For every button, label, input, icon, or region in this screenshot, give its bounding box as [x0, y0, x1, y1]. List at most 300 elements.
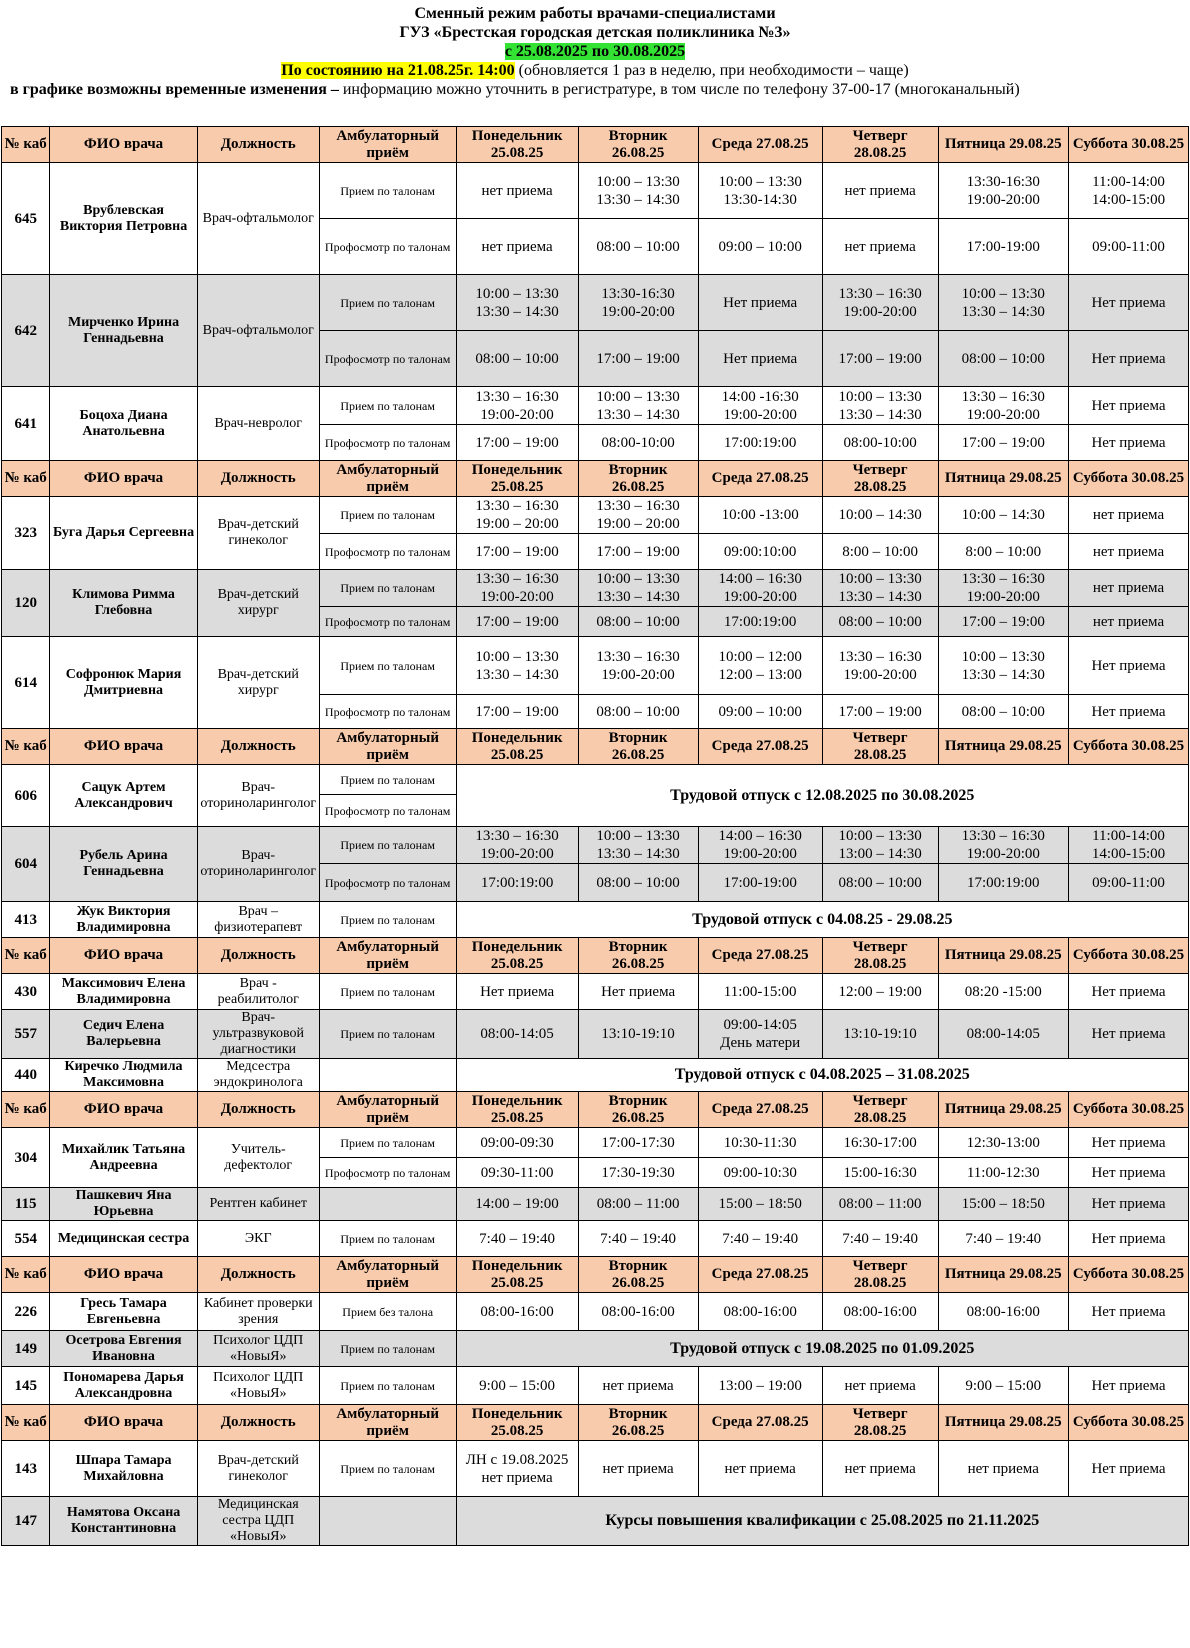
schedule-cell: 15:00 – 18:50 [698, 1188, 822, 1221]
schedule-cell: Нет приема [1068, 695, 1188, 729]
schedule-cell: 08:00-16:00 [456, 1293, 578, 1331]
col-header-day: Среда 27.08.25 [698, 461, 822, 497]
schedule-cell: 11:00-14:00 14:00-15:00 [1068, 163, 1188, 219]
doctor-position: Врач-детский хирург [197, 570, 319, 637]
schedule-cell: Нет приема [698, 275, 822, 331]
col-header-day: Среда 27.08.25 [698, 1257, 822, 1293]
table-row [2, 1188, 1189, 1221]
appointment-type: Профосмотр по талонам [319, 534, 456, 570]
appointment-type: Прием по талонам [319, 1441, 456, 1497]
schedule-cell: 8:00 – 10:00 [822, 534, 938, 570]
schedule-cell: 17:00-19:00 [938, 219, 1068, 275]
doctor-name: Врублевская Виктория Петровна [50, 163, 197, 275]
col-header-day: Суббота 30.08.25 [1068, 127, 1188, 163]
schedule-cell: 08:00 – 10:00 [938, 695, 1068, 729]
doctor-name: Пономарева Дарья Александровна [50, 1367, 197, 1405]
schedule-cell: Нет приема [1068, 637, 1188, 695]
col-header-day: Среда 27.08.25 [698, 938, 822, 974]
table-row [2, 637, 1189, 695]
col-header-ambulatory: Амбулаторный приём [319, 1092, 456, 1128]
schedule-cell: нет приема [1068, 570, 1188, 607]
appointment-type: Прием по талонам [319, 1331, 456, 1367]
col-header-ambulatory: Амбулаторный приём [319, 938, 456, 974]
schedule-cell: 08:00-16:00 [578, 1293, 698, 1331]
schedule-cell: 10:00 – 13:30 13:30 – 14:30 [578, 827, 698, 864]
schedule-cell: 9:00 – 15:00 [938, 1367, 1068, 1405]
col-header-ambulatory: Амбулаторный приём [319, 127, 456, 163]
col-header-day: Понедельник 25.08.25 [456, 1092, 578, 1128]
col-header-day: Понедельник 25.08.25 [456, 1257, 578, 1293]
col-header-day: Четверг 28.08.25 [822, 1092, 938, 1128]
col-header-ambulatory: Амбулаторный приём [319, 729, 456, 765]
col-header-kab: № каб [2, 461, 50, 497]
appointment-type [319, 1188, 456, 1221]
schedule-cell: Нет приема [1068, 425, 1188, 461]
table-row [2, 163, 1189, 219]
col-header-day: Вторник 26.08.25 [578, 1405, 698, 1441]
col-header-day: Суббота 30.08.25 [1068, 1092, 1188, 1128]
schedule-cell: Нет приема [1068, 1128, 1188, 1158]
col-header-day: Среда 27.08.25 [698, 1092, 822, 1128]
schedule-cell: 09:00 – 10:00 [698, 695, 822, 729]
doctor-name: Рубель Арина Геннадьевна [50, 827, 197, 902]
schedule-table [1, 126, 1189, 1546]
doctor-position: Учитель-дефектолог [197, 1128, 319, 1188]
col-header-day: Суббота 30.08.25 [1068, 729, 1188, 765]
doctor-position: Психолог ЦДП «НовыЯ» [197, 1331, 319, 1367]
col-header-ambulatory: Амбулаторный приём [319, 461, 456, 497]
doctor-position: Врач-оториноларинголог [197, 765, 319, 827]
col-header-day: Пятница 29.08.25 [938, 729, 1068, 765]
doctor-position: Рентген кабинет [197, 1188, 319, 1221]
schedule-cell: 13:30 – 16:30 19:00-20:00 [938, 570, 1068, 607]
schedule-cell: 11:00-15:00 [698, 974, 822, 1010]
table-row [2, 275, 1189, 331]
column-header-row [2, 938, 1189, 974]
col-header-position: Должность [197, 461, 319, 497]
cabinet-number: 120 [2, 570, 50, 637]
col-header-fio: ФИО врача [50, 1092, 197, 1128]
table-row [2, 1059, 1189, 1092]
schedule-cell: Нет приема [1068, 1441, 1188, 1497]
appointment-type: Прием по талонам [319, 163, 456, 219]
schedule-cell: 17:00 – 19:00 [938, 425, 1068, 461]
schedule-cell: 09:00-11:00 [1068, 219, 1188, 275]
column-header-row [2, 1092, 1189, 1128]
table-row [2, 765, 1189, 795]
doctor-position: Психолог ЦДП «НовыЯ» [197, 1367, 319, 1405]
schedule-cell: 17:30-19:30 [578, 1158, 698, 1188]
appointment-type [319, 1059, 456, 1092]
col-header-day: Пятница 29.08.25 [938, 1092, 1068, 1128]
appointment-type: Прием по талонам [319, 902, 456, 938]
col-header-position: Должность [197, 1405, 319, 1441]
schedule-cell: 7:40 – 19:40 [938, 1221, 1068, 1257]
schedule-cell: 10:00 – 13:30 13:00 – 14:30 [822, 827, 938, 864]
title-line-1: Сменный режим работы врачами-специалистами [414, 5, 776, 22]
schedule-cell: 10:00 – 13:30 13:30 – 14:30 [578, 570, 698, 607]
leave-notice: Трудовой отпуск с 12.08.2025 по 30.08.2025 [456, 765, 1188, 827]
cabinet-number: 642 [2, 275, 50, 387]
schedule-cell: 17:00-19:00 [698, 864, 822, 902]
appointment-type: Прием по талонам [319, 1010, 456, 1059]
column-header-row [2, 461, 1189, 497]
col-header-position: Должность [197, 127, 319, 163]
col-header-position: Должность [197, 729, 319, 765]
schedule-cell: 9:00 – 15:00 [456, 1367, 578, 1405]
appointment-type: Прием по талонам [319, 765, 456, 795]
cabinet-number: 323 [2, 497, 50, 570]
schedule-cell: 14:00 – 16:30 19:00-20:00 [698, 827, 822, 864]
schedule-cell: 08:00-16:00 [938, 1293, 1068, 1331]
appointment-type: Профосмотр по талонам [319, 795, 456, 827]
schedule-cell: 08:00-14:05 [456, 1010, 578, 1059]
schedule-cell: 10:00 – 13:30 13:30 – 14:30 [822, 387, 938, 425]
schedule-cell: 13:30 – 16:30 19:00 – 20:00 [456, 497, 578, 534]
schedule-cell: нет приема [822, 1367, 938, 1405]
col-header-day: Понедельник 25.08.25 [456, 729, 578, 765]
col-header-fio: ФИО врача [50, 1257, 197, 1293]
col-header-position: Должность [197, 938, 319, 974]
cabinet-number: 304 [2, 1128, 50, 1188]
doctor-name: Медицинская сестра [50, 1221, 197, 1257]
schedule-cell: 08:00 – 10:00 [578, 864, 698, 902]
appointment-type: Прием по талонам [319, 387, 456, 425]
schedule-cell: 09:30-11:00 [456, 1158, 578, 1188]
schedule-cell: Нет приема [456, 974, 578, 1010]
schedule-cell: 13:30 – 16:30 19:00-20:00 [456, 827, 578, 864]
schedule-cell: 13:30 – 16:30 19:00 – 20:00 [578, 497, 698, 534]
schedule-cell: 15:00-16:30 [822, 1158, 938, 1188]
schedule-cell: нет приема [456, 163, 578, 219]
schedule-cell: 10:00 – 13:30 13:30 – 14:30 [456, 275, 578, 331]
col-header-day: Пятница 29.08.25 [938, 1257, 1068, 1293]
schedule-cell: 08:00 – 11:00 [822, 1188, 938, 1221]
leave-notice: Трудовой отпуск с 19.08.2025 по 01.09.2025 [456, 1331, 1188, 1367]
schedule-cell: 08:00-10:00 [822, 425, 938, 461]
schedule-cell: 7:40 – 19:40 [456, 1221, 578, 1257]
cabinet-number: 606 [2, 765, 50, 827]
doctor-name: Пашкевич Яна Юрьевна [50, 1188, 197, 1221]
schedule-cell: 17:00-17:30 [578, 1128, 698, 1158]
table-row [2, 497, 1189, 534]
doctor-name: Боцоха Диана Анатольевна [50, 387, 197, 461]
schedule-cell: Нет приема [698, 331, 822, 387]
appointment-type: Прием по талонам [319, 1367, 456, 1405]
col-header-position: Должность [197, 1092, 319, 1128]
schedule-cell: 17:00:19:00 [456, 864, 578, 902]
col-header-day: Среда 27.08.25 [698, 729, 822, 765]
schedule-cell: 13:30 – 16:30 19:00-20:00 [456, 387, 578, 425]
cabinet-number: 557 [2, 1010, 50, 1059]
schedule-cell: 17:00 – 19:00 [456, 695, 578, 729]
col-header-day: Вторник 26.08.25 [578, 127, 698, 163]
col-header-day: Понедельник 25.08.25 [456, 127, 578, 163]
cabinet-number: 149 [2, 1331, 50, 1367]
schedule-cell: 17:00 – 19:00 [456, 425, 578, 461]
schedule-cell: 13:30 – 16:30 19:00-20:00 [938, 387, 1068, 425]
doctor-name: Осетрова Евгения Ивановна [50, 1331, 197, 1367]
col-header-day: Среда 27.08.25 [698, 127, 822, 163]
schedule-cell: 09:00-10:30 [698, 1158, 822, 1188]
col-header-kab: № каб [2, 127, 50, 163]
schedule-cell: 08:00 – 10:00 [938, 331, 1068, 387]
doctor-name: Гресь Тамара Евгеньевна [50, 1293, 197, 1331]
schedule-cell: 13:30 – 16:30 19:00-20:00 [456, 570, 578, 607]
schedule-cell: 08:00-16:00 [698, 1293, 822, 1331]
schedule-cell: 08:00-10:00 [578, 425, 698, 461]
appointment-type: Прием без талона [319, 1293, 456, 1331]
doctor-position: Врач-офтальмолог [197, 163, 319, 275]
col-header-day: Суббота 30.08.25 [1068, 461, 1188, 497]
schedule-cell: 17:00 – 19:00 [938, 607, 1068, 637]
schedule-cell: нет приема [938, 1441, 1068, 1497]
schedule-cell: Нет приема [1068, 331, 1188, 387]
col-header-day: Суббота 30.08.25 [1068, 938, 1188, 974]
table-row [2, 827, 1189, 864]
leave-notice: Трудовой отпуск с 04.08.25 - 29.08.25 [456, 902, 1188, 938]
col-header-kab: № каб [2, 729, 50, 765]
column-header-row [2, 729, 1189, 765]
doctor-name: Михайлик Татьяна Андреевна [50, 1128, 197, 1188]
table-row [2, 1221, 1189, 1257]
doctor-position: Врач-оториноларинголог [197, 827, 319, 902]
schedule-cell: 13:30 – 16:30 19:00-20:00 [938, 827, 1068, 864]
table-row [2, 1441, 1189, 1497]
schedule-cell: 13:30-16:30 19:00-20:00 [938, 163, 1068, 219]
schedule-cell: 08:00 – 10:00 [822, 864, 938, 902]
schedule-cell: 08:00 – 10:00 [822, 607, 938, 637]
col-header-kab: № каб [2, 938, 50, 974]
doctor-position: Врач – физиотерапевт [197, 902, 319, 938]
schedule-cell: нет приема [822, 163, 938, 219]
schedule-cell: 09:00:10:00 [698, 534, 822, 570]
schedule-cell: нет приема [698, 1441, 822, 1497]
schedule-cell: 13:10-19:10 [822, 1010, 938, 1059]
schedule-cell: 7:40 – 19:40 [822, 1221, 938, 1257]
col-header-day: Пятница 29.08.25 [938, 461, 1068, 497]
col-header-day: Четверг 28.08.25 [822, 729, 938, 765]
table-row [2, 1293, 1189, 1331]
schedule-cell: 11:00-12:30 [938, 1158, 1068, 1188]
period-label: с 25.08.2025 по 30.08.2025 [504, 43, 686, 60]
schedule-cell: Нет приема [578, 974, 698, 1010]
schedule-cell: 08:00-14:05 [938, 1010, 1068, 1059]
table-row [2, 1497, 1189, 1546]
doctor-position: Врач-детский гинеколог [197, 497, 319, 570]
cabinet-number: 147 [2, 1497, 50, 1546]
schedule-cell: 09:00 – 10:00 [698, 219, 822, 275]
schedule-cell: 10:30-11:30 [698, 1128, 822, 1158]
table-row [2, 902, 1189, 938]
status-date: По состоянию на 21.08.25г. 14:00 [281, 62, 515, 79]
doctor-position: Врач-ультразвуковой диагностики [197, 1010, 319, 1059]
col-header-day: Понедельник 25.08.25 [456, 938, 578, 974]
doctor-name: Сацук Артем Александрович [50, 765, 197, 827]
schedule-cell: Нет приема [1068, 1158, 1188, 1188]
col-header-kab: № каб [2, 1092, 50, 1128]
col-header-day: Вторник 26.08.25 [578, 729, 698, 765]
col-header-day: Вторник 26.08.25 [578, 1092, 698, 1128]
schedule-cell: Нет приема [1068, 275, 1188, 331]
schedule-cell: 17:00 – 19:00 [456, 607, 578, 637]
schedule-cell: 17:00 – 19:00 [456, 534, 578, 570]
doctor-name: Буга Дарья Сергеевна [50, 497, 197, 570]
schedule-cell: 14:00 – 16:30 19:00-20:00 [698, 570, 822, 607]
doctor-name: Киречко Людмила Максимовна [50, 1059, 197, 1092]
schedule-cell: 13:30 – 16:30 19:00-20:00 [822, 637, 938, 695]
schedule-cell: нет приема [822, 1441, 938, 1497]
doctor-name: Шпара Тамара Михайловна [50, 1441, 197, 1497]
appointment-type: Профосмотр по талонам [319, 425, 456, 461]
col-header-day: Понедельник 25.08.25 [456, 461, 578, 497]
col-header-fio: ФИО врача [50, 1405, 197, 1441]
col-header-day: Вторник 26.08.25 [578, 938, 698, 974]
doctor-position: Врач-офтальмолог [197, 275, 319, 387]
schedule-cell: 13:30-16:30 19:00-20:00 [578, 275, 698, 331]
col-header-fio: ФИО врача [50, 729, 197, 765]
schedule-cell: 7:40 – 19:40 [578, 1221, 698, 1257]
schedule-cell: 12:30-13:00 [938, 1128, 1068, 1158]
schedule-cell: 10:00 -13:00 [698, 497, 822, 534]
col-header-day: Четверг 28.08.25 [822, 938, 938, 974]
schedule-cell: 08:00 – 10:00 [578, 219, 698, 275]
col-header-ambulatory: Амбулаторный приём [319, 1405, 456, 1441]
schedule-cell: 10:00 – 14:30 [938, 497, 1068, 534]
appointment-type: Прием по талонам [319, 570, 456, 607]
schedule-cell: Нет приема [1068, 1188, 1188, 1221]
doctor-name: Мирченко Ирина Геннадьевна [50, 275, 197, 387]
col-header-fio: ФИО врача [50, 127, 197, 163]
appointment-type: Прием по талонам [319, 827, 456, 864]
schedule-cell: 10:00 – 13:30 13:30 – 14:30 [938, 637, 1068, 695]
schedule-cell: 15:00 – 18:50 [938, 1188, 1068, 1221]
schedule-cell: 17:00 – 19:00 [578, 534, 698, 570]
appointment-type: Прием по талонам [319, 1128, 456, 1158]
column-header-row [2, 1405, 1189, 1441]
col-header-day: Вторник 26.08.25 [578, 461, 698, 497]
schedule-cell: Нет приема [1068, 974, 1188, 1010]
schedule-cell: нет приема [822, 219, 938, 275]
col-header-day: Среда 27.08.25 [698, 1405, 822, 1441]
schedule-cell: 09:00-14:05 День матери [698, 1010, 822, 1059]
doctor-position: Врач-детский гинеколог [197, 1441, 319, 1497]
column-header-row [2, 127, 1189, 163]
doctor-name: Софронюк Мария Дмитриевна [50, 637, 197, 729]
schedule-cell: 8:00 – 10:00 [938, 534, 1068, 570]
doctor-position: ЭКГ [197, 1221, 319, 1257]
col-header-kab: № каб [2, 1405, 50, 1441]
cabinet-number: 440 [2, 1059, 50, 1092]
cabinet-number: 614 [2, 637, 50, 729]
schedule-cell: нет приема [456, 219, 578, 275]
schedule-cell: Нет приема [1068, 1010, 1188, 1059]
cabinet-number: 115 [2, 1188, 50, 1221]
schedule-cell: Нет приема [1068, 1221, 1188, 1257]
schedule-cell: нет приема [578, 1441, 698, 1497]
leave-notice: Трудовой отпуск с 04.08.2025 – 31.08.2025 [456, 1059, 1188, 1092]
schedule-cell: 10:00 – 13:30 13:30 – 14:30 [938, 275, 1068, 331]
doctor-position: Медсестра эндокринолога [197, 1059, 319, 1092]
schedule-cell: 17:00:19:00 [938, 864, 1068, 902]
col-header-kab: № каб [2, 1257, 50, 1293]
doctor-position: Кабинет проверки зрения [197, 1293, 319, 1331]
cabinet-number: 226 [2, 1293, 50, 1331]
appointment-type: Профосмотр по талонам [319, 331, 456, 387]
schedule-cell: 11:00-14:00 14:00-15:00 [1068, 827, 1188, 864]
schedule-cell: нет приема [1068, 534, 1188, 570]
column-header-row [2, 1257, 1189, 1293]
schedule-cell: 17:00 – 19:00 [822, 331, 938, 387]
appointment-type: Профосмотр по талонам [319, 1158, 456, 1188]
cabinet-number: 430 [2, 974, 50, 1010]
appointment-type: Прием по талонам [319, 497, 456, 534]
appointment-type: Профосмотр по талонам [319, 695, 456, 729]
table-row [2, 1010, 1189, 1059]
schedule-cell: 14:00 – 19:00 [456, 1188, 578, 1221]
doctor-position: Врач-детский хирург [197, 637, 319, 729]
doctor-position: Врач-невролог [197, 387, 319, 461]
table-row [2, 974, 1189, 1010]
schedule-cell: 09:00-09:30 [456, 1128, 578, 1158]
schedule-cell: 10:00 – 12:00 12:00 – 13:00 [698, 637, 822, 695]
changes-note: информацию можно уточнить в регистратуре, в том числе по телефону 37-00-17 (многоканальный) [338, 81, 1020, 98]
col-header-day: Пятница 29.08.25 [938, 127, 1068, 163]
table-row [2, 387, 1189, 425]
doctor-position: Врач - реабилитолог [197, 974, 319, 1010]
table-row [2, 570, 1189, 607]
schedule-cell: 17:00 – 19:00 [822, 695, 938, 729]
cabinet-number: 554 [2, 1221, 50, 1257]
col-header-day: Четверг 28.08.25 [822, 1257, 938, 1293]
col-header-day: Пятница 29.08.25 [938, 1405, 1068, 1441]
schedule-cell: 10:00 – 14:30 [822, 497, 938, 534]
appointment-type: Профосмотр по талонам [319, 864, 456, 902]
schedule-cell: 12:00 – 19:00 [822, 974, 938, 1010]
col-header-day: Суббота 30.08.25 [1068, 1257, 1188, 1293]
schedule-cell: 08:00 – 10:00 [578, 607, 698, 637]
schedule-cell: 10:00 – 13:30 13:30 – 14:30 [578, 387, 698, 425]
appointment-type: Профосмотр по талонам [319, 219, 456, 275]
appointment-type: Прием по талонам [319, 1221, 456, 1257]
schedule-cell: 10:00 – 13:30 13:30 – 14:30 [822, 570, 938, 607]
schedule-cell: 08:00 – 10:00 [456, 331, 578, 387]
col-header-ambulatory: Амбулаторный приём [319, 1257, 456, 1293]
status-note: (обновляется 1 раз в неделю, при необходимости – чаще) [514, 62, 909, 79]
appointment-type: Прием по талонам [319, 637, 456, 695]
schedule-cell: Нет приема [1068, 1367, 1188, 1405]
cabinet-number: 143 [2, 1441, 50, 1497]
schedule-cell: 10:00 – 13:30 13:30-14:30 [698, 163, 822, 219]
doctor-name: Жук Виктория Владимировна [50, 902, 197, 938]
cabinet-number: 413 [2, 902, 50, 938]
schedule-cell: 13:30 – 16:30 19:00-20:00 [578, 637, 698, 695]
col-header-position: Должность [197, 1257, 319, 1293]
col-header-fio: ФИО врача [50, 461, 197, 497]
doctor-name: Намятова Оксана Константиновна [50, 1497, 197, 1546]
col-header-day: Понедельник 25.08.25 [456, 1405, 578, 1441]
schedule-cell: 17:00 – 19:00 [578, 331, 698, 387]
schedule-cell: 17:00:19:00 [698, 607, 822, 637]
changes-note-bold: в графике возможны временные изменения – [10, 81, 339, 98]
col-header-day: Суббота 30.08.25 [1068, 1405, 1188, 1441]
schedule-cell: 09:00-11:00 [1068, 864, 1188, 902]
schedule-cell: ЛН с 19.08.2025 нет приема [456, 1441, 578, 1497]
schedule-cell: 10:00 – 13:30 13:30 – 14:30 [578, 163, 698, 219]
cabinet-number: 145 [2, 1367, 50, 1405]
schedule-cell: 14:00 -16:30 19:00-20:00 [698, 387, 822, 425]
appointment-type: Прием по талонам [319, 275, 456, 331]
